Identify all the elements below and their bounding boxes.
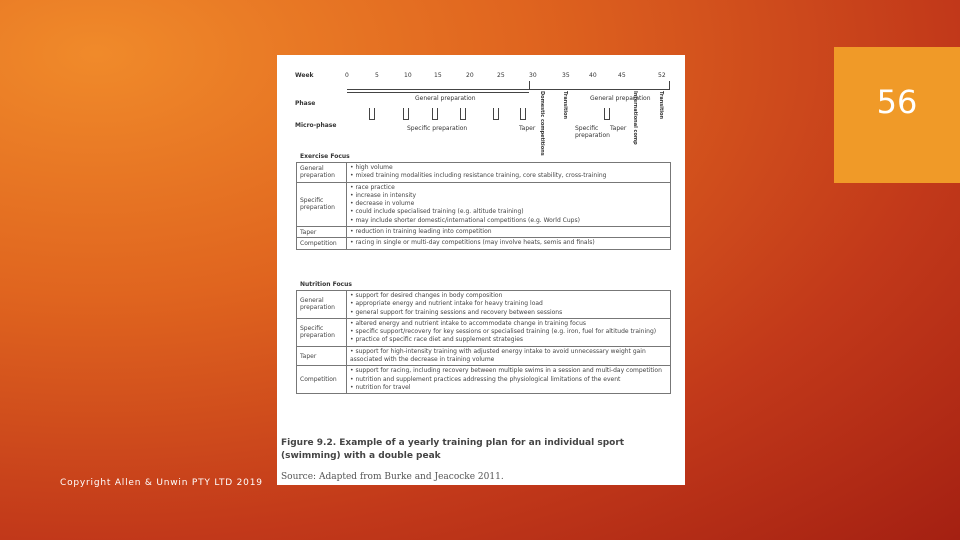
table-row xyxy=(297,366,671,394)
list-item: • mixed training modalities including resistance training, core stability, cross-training xyxy=(350,172,667,180)
table-row xyxy=(297,182,671,226)
phase-international-competition: International comp xyxy=(632,91,638,145)
micro-specific-prep-2: Specific preparation xyxy=(575,125,610,139)
micro-phase-block xyxy=(432,108,438,120)
phase-domestic-competitions: Domestic competitions xyxy=(539,91,545,156)
micro-phase-row-label: Micro-phase xyxy=(295,122,337,129)
micro-phase-block xyxy=(460,108,466,120)
list-item: • support for high-intensity training with adjusted energy intake to avoid unnecessary weight gain associated with the decrease in training volume xyxy=(350,348,667,365)
phase-cell: General preparation xyxy=(297,163,347,183)
exercise-focus-title: Exercise Focus xyxy=(300,153,350,160)
items-cell xyxy=(347,227,671,238)
list-item: • appropriate energy and nutrient intake for heavy training load xyxy=(350,300,667,308)
items-cell xyxy=(347,163,671,183)
items-cell xyxy=(347,346,671,366)
slide-number-box xyxy=(834,47,960,183)
list-item: • support for racing, including recovery between multiple swims in a session and multi-day competition xyxy=(350,367,667,375)
items-cell xyxy=(347,318,671,346)
figure-source: Source: Adapted from Burke and Jeacocke 2011. xyxy=(281,472,504,482)
items-cell xyxy=(347,182,671,226)
micro-phase-block xyxy=(403,108,409,120)
table-row xyxy=(297,227,671,238)
micro-phase-block xyxy=(493,108,499,120)
micro-phase-block xyxy=(604,108,610,120)
week-tick: 30 xyxy=(529,72,537,79)
week-tick: 20 xyxy=(466,72,474,79)
items-cell xyxy=(347,291,671,319)
week-tick: 35 xyxy=(562,72,570,79)
exercise-focus-table xyxy=(296,162,671,250)
list-item: • could include specialised training (e.g. altitude training) xyxy=(350,208,667,216)
phase-cell: Taper xyxy=(297,346,347,366)
list-item: • reduction in training leading into competition xyxy=(350,228,667,236)
phase-cell: Competition xyxy=(297,238,347,249)
micro-taper: Taper xyxy=(519,125,536,132)
table-row xyxy=(297,291,671,319)
table-row xyxy=(297,346,671,366)
phase-row-label: Phase xyxy=(295,100,316,107)
figure-caption: Figure 9.2. Example of a yearly training plan for an individual sport (swimming) with a double peak xyxy=(281,438,625,461)
nutrition-focus-title: Nutrition Focus xyxy=(300,281,352,288)
phase-cell: Competition xyxy=(297,366,347,394)
week-tick: 10 xyxy=(404,72,412,79)
week-tick: 5 xyxy=(375,72,379,79)
phase-bracket-line xyxy=(347,92,529,93)
table-row xyxy=(297,238,671,249)
phase-general-prep: General preparation xyxy=(415,95,476,102)
week-tick: 0 xyxy=(345,72,349,79)
list-item: • racing in single or multi-day competitions (may involve heats, semis and finals) xyxy=(350,239,667,247)
table-row xyxy=(297,163,671,183)
copyright-notice: Copyright Allen & Unwin PTY LTD 2019 xyxy=(60,478,263,488)
week-row-label: Week xyxy=(295,72,314,79)
list-item: • increase in intensity xyxy=(350,192,667,200)
list-item: • general support for training sessions and recovery between sessions xyxy=(350,309,667,317)
list-item: • support for desired changes in body composition xyxy=(350,292,667,300)
phase-cell: Specific preparation xyxy=(297,318,347,346)
phase-transition-2: Transition xyxy=(658,91,664,120)
phase-general-prep-2: General preparation xyxy=(590,95,651,102)
week-tick: 25 xyxy=(497,72,505,79)
phase-cell: Taper xyxy=(297,227,347,238)
micro-phase-block xyxy=(369,108,375,120)
list-item: • may include shorter domestic/international competitions (e.g. World Cups) xyxy=(350,217,667,225)
list-item: • specific support/recovery for key sessions or specialised training (e.g. iron, fuel for altitude training) xyxy=(350,328,667,336)
list-item: • nutrition for travel xyxy=(350,384,667,392)
items-cell xyxy=(347,238,671,249)
list-item: • altered energy and nutrient intake to accommodate change in training focus xyxy=(350,320,667,328)
training-plan-figure xyxy=(277,55,685,485)
list-item: • decrease in volume xyxy=(350,200,667,208)
list-item: • practice of specific race diet and supplement strategies xyxy=(350,336,667,344)
micro-phase-block xyxy=(520,108,526,120)
micro-specific-prep: Specific preparation xyxy=(407,125,468,132)
timeline-divider xyxy=(669,81,670,90)
week-tick: 15 xyxy=(434,72,442,79)
micro-taper-2: Taper xyxy=(610,125,627,132)
phase-transition: Transition xyxy=(562,91,568,120)
phase-cell: Specific preparation xyxy=(297,182,347,226)
week-tick: 40 xyxy=(589,72,597,79)
nutrition-focus-table xyxy=(296,290,671,394)
list-item: • nutrition and supplement practices addressing the physiological limitations of the event xyxy=(350,376,667,384)
timeline-axis xyxy=(347,89,669,90)
table-row xyxy=(297,318,671,346)
slide-number: 56 xyxy=(876,83,918,121)
week-tick: 52 xyxy=(658,72,666,79)
timeline-divider xyxy=(529,81,530,90)
items-cell xyxy=(347,366,671,394)
week-tick: 45 xyxy=(618,72,626,79)
list-item: • race practice xyxy=(350,184,667,192)
phase-cell: General preparation xyxy=(297,291,347,319)
list-item: • high volume xyxy=(350,164,667,172)
